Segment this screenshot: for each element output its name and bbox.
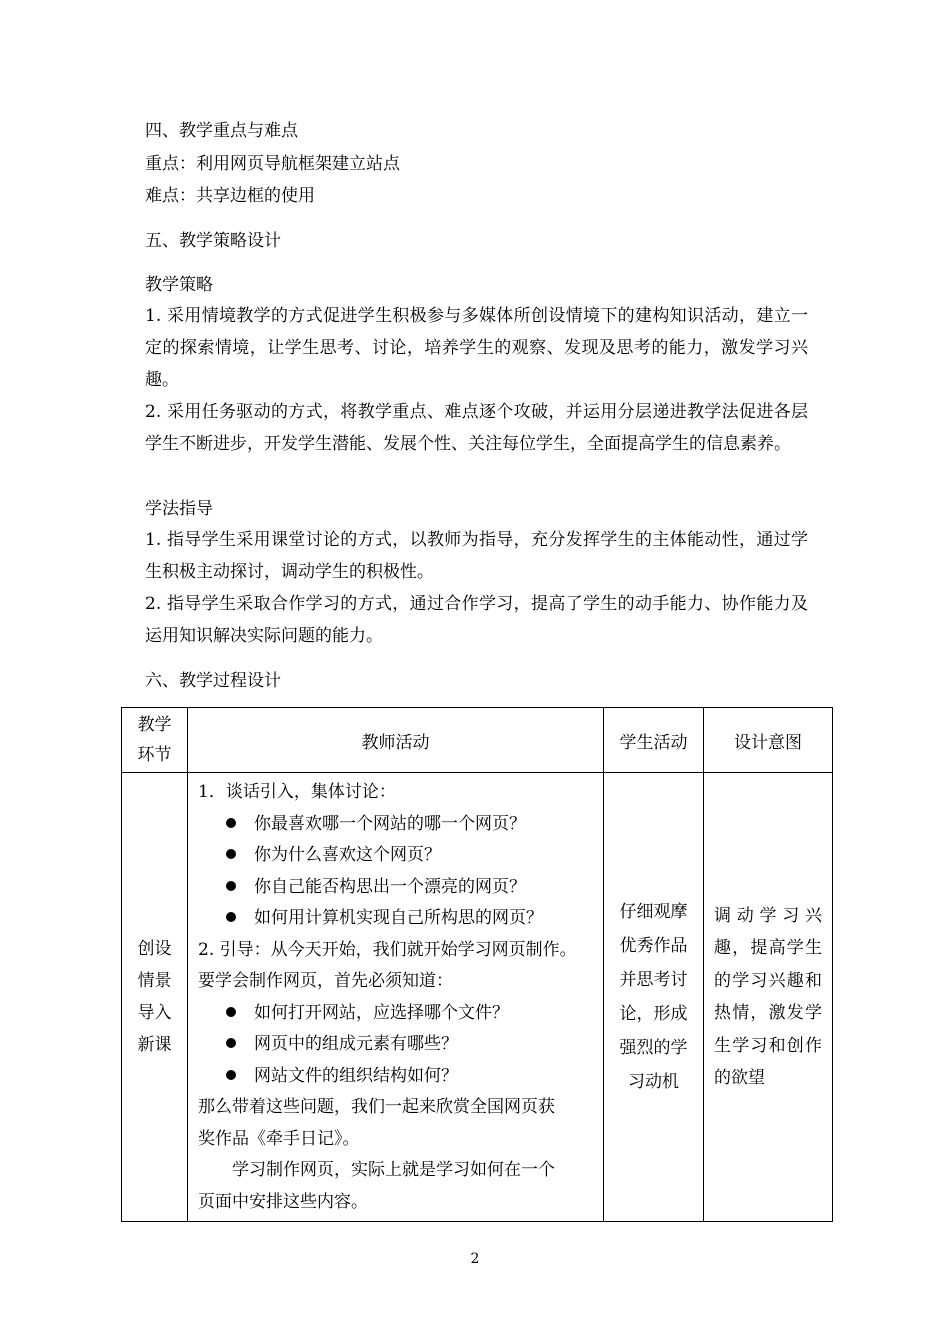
teacher-line: 页面中安排这些内容。 <box>198 1191 368 1212</box>
bullet-text: 如何打开网站，应选择哪个文件？ <box>254 1002 509 1023</box>
header-design: 设计意图 <box>704 708 833 773</box>
section4-heading: 四、教学重点与难点 <box>145 121 298 141</box>
stage-text: 创设 <box>137 939 172 959</box>
strategy-title: 教学策略 <box>145 275 213 295</box>
bullet-dot-icon <box>226 1007 236 1017</box>
table-header-row <box>122 708 833 773</box>
bullet-dot-icon <box>226 818 236 828</box>
student-text: 并思考讨 <box>619 970 688 990</box>
teacher-activity-cell <box>188 773 604 1222</box>
header-stage-line2: 环节 <box>137 745 172 765</box>
bullet-text: 网站文件的组织结构如何？ <box>254 1065 458 1086</box>
design-intent-cell: 调动学习兴趣，提高学生的学习兴趣和热情，激发学生学习和创作的欲望 <box>704 773 833 1222</box>
bullet-dot-icon <box>226 849 236 859</box>
guide-item-2: 2. 指导学生采取合作学习的方式，通过合作学习，提高了学生的动手能力、协作能力及运用知识解决实际问题的能力。 <box>145 594 808 646</box>
key-point: 重点：利用网页导航框架建立站点 <box>145 154 400 174</box>
guide-item-1: 1. 指导学生采用课堂讨论的方式，以教师为指导，充分发挥学生的主体能动性，通过学生积极主动探讨，调动学生的积极性。 <box>145 530 808 582</box>
stage-text: 导入 <box>137 1003 172 1023</box>
header-stage <box>122 708 188 773</box>
guide-title: 学法指导 <box>145 499 213 519</box>
table-row <box>122 773 833 1222</box>
bullet-item <box>188 1029 603 1061</box>
bullet-dot-icon <box>226 1070 236 1080</box>
strategy-item-1: 1. 采用情境教学的方式促进学生积极参与多媒体所创设情境下的建构知识活动，建立一定的探索情境，让学生思考、讨论，培养学生的观察、发现及思考的能力，激发学习兴趣。 <box>145 306 808 390</box>
stage-text: 新课 <box>137 1035 172 1055</box>
header-student: 学生活动 <box>604 708 704 773</box>
bullet-item <box>188 903 603 935</box>
student-text: 仔细观摩 <box>619 902 688 922</box>
bullet-text: 如何用计算机实现自己所构思的网页？ <box>254 908 543 928</box>
teacher-line: 奖作品《牵手日记》。 <box>198 1128 360 1149</box>
section5-heading: 五、教学策略设计 <box>145 231 281 251</box>
bullet-text: 网页中的组成元素有哪些？ <box>254 1034 458 1054</box>
teacher-line: 那么带着这些问题，我们一起来欣赏全国网页获 <box>198 1097 555 1117</box>
strategy-item-2: 2. 采用任务驱动的方式，将教学重点、难点逐个攻破，并运用分层递进教学法促进各层学生不断进步，开发学生潜能、发展个性、关注每位学生，全面提高学生的信息素养。 <box>145 402 808 454</box>
student-text: 习动机 <box>628 1072 679 1092</box>
header-teacher: 教师活动 <box>188 708 604 773</box>
bullet-item <box>188 809 603 841</box>
student-text: 论，形成 <box>619 1004 688 1024</box>
bullet-text: 你最喜欢哪一个网站的哪一个网页？ <box>254 813 526 834</box>
page-number: 2 <box>470 1251 480 1267</box>
bullet-text: 你为什么喜欢这个网页？ <box>254 845 441 865</box>
bullet-item <box>188 1061 603 1093</box>
lesson-process-table <box>121 707 833 1222</box>
teacher-line: 学习制作网页，实际上就是学习如何在一个 <box>232 1160 555 1180</box>
bullet-item <box>188 998 603 1030</box>
header-stage-line1: 教学 <box>137 715 172 735</box>
difficulty: 难点：共享边框的使用 <box>145 186 315 206</box>
teacher-line: 要学会制作网页，首先必须知道： <box>198 971 453 991</box>
student-text: 优秀作品 <box>619 936 688 956</box>
bullet-text: 你自己能否构思出一个漂亮的网页？ <box>254 876 526 897</box>
bullet-dot-icon <box>226 1038 236 1048</box>
bullet-dot-icon <box>226 881 236 891</box>
stage-cell <box>122 773 188 1222</box>
bullet-item <box>188 840 603 872</box>
student-activity-cell <box>604 773 704 1222</box>
section6-heading: 六、教学过程设计 <box>145 671 281 691</box>
teacher-line: 1．谈话引入，集体讨论： <box>198 782 396 802</box>
student-text: 强烈的学 <box>619 1038 688 1058</box>
bullet-item <box>188 872 603 904</box>
stage-text: 情景 <box>137 971 172 991</box>
teacher-line: 2. 引导：从今天开始，我们就开始学习网页制作。 <box>198 939 577 960</box>
bullet-dot-icon <box>226 912 236 922</box>
